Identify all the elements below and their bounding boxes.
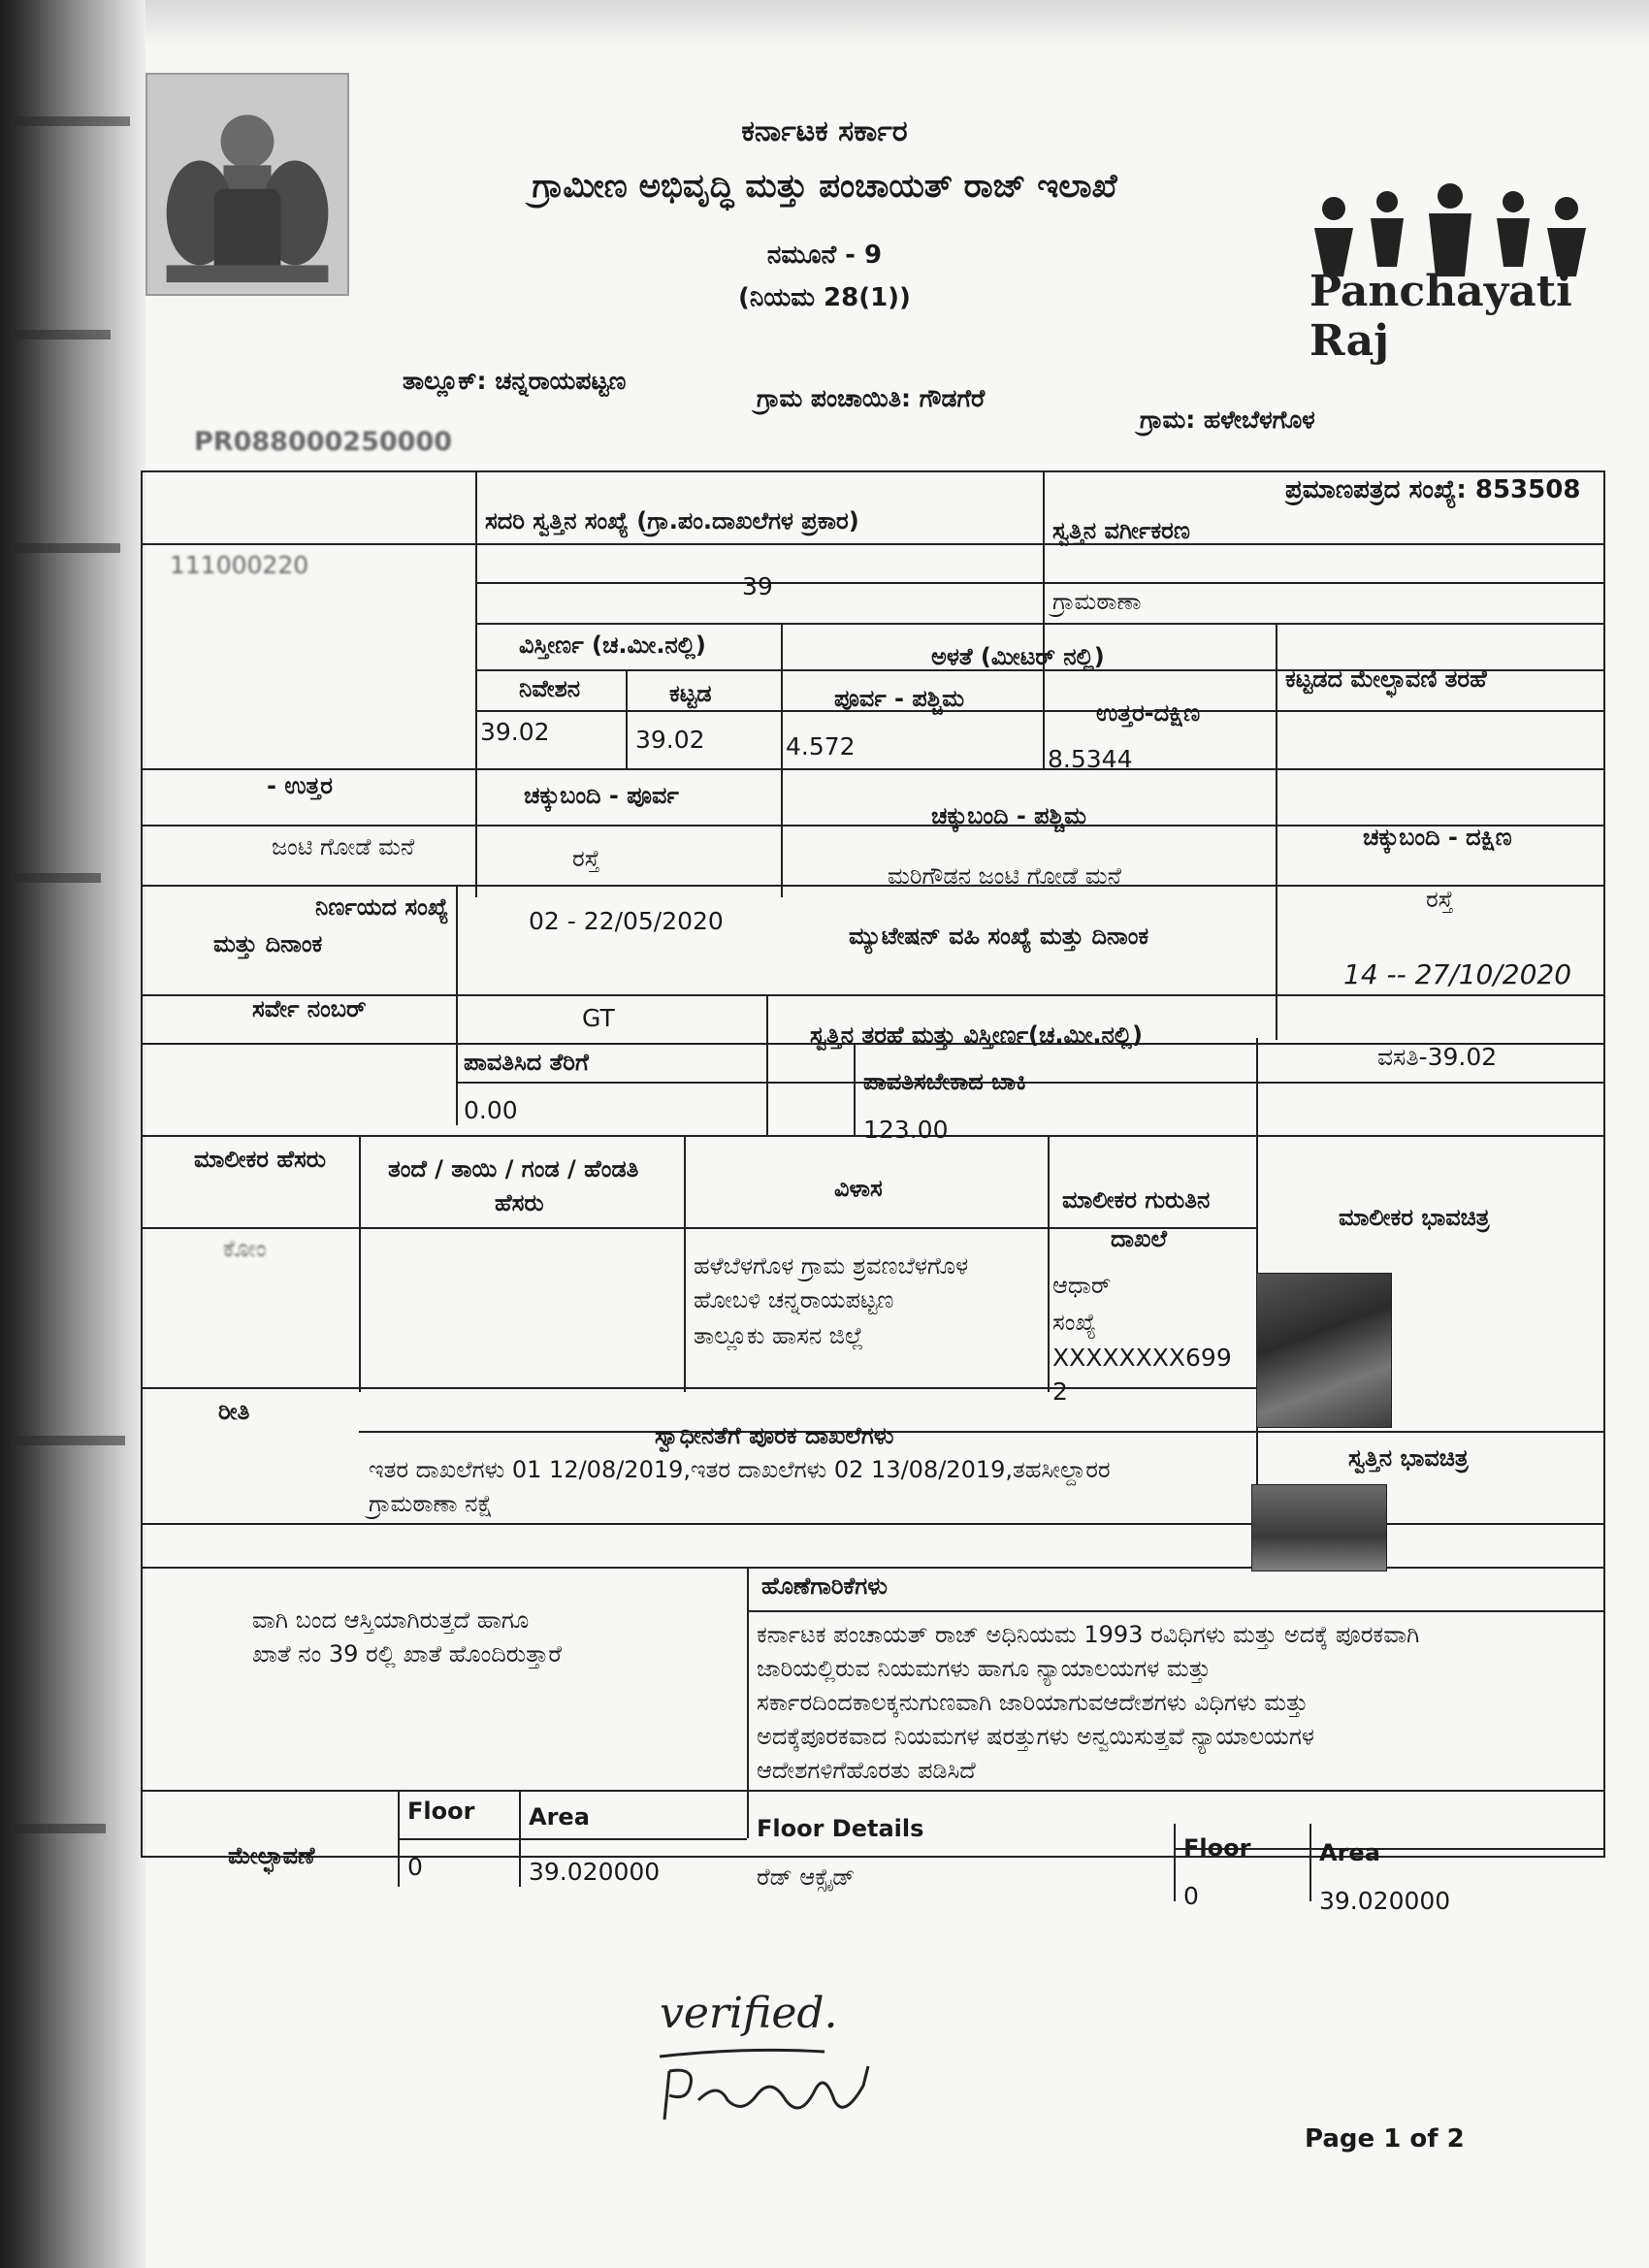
liability-line-1: ಕರ್ನಾಟಕ ಪಂಚಾಯತ್ ರಾಜ್ ಅಧಿನಿಯಮ 1993 ರವಿಧಿಗಳು ಮತ್ತು ಅದಕ್ಕೆ ಪೂರಕವಾಗಿ [757, 1621, 1420, 1648]
liability-line-5: ಆದೇಶಗಳಿಗೆಹೊರತು ಪಡಿಸಿದೆ [757, 1757, 976, 1784]
floor-detail-value: ರೆಡ್ ಆಕ್ಸೈಡ್ [757, 1863, 856, 1891]
col-divider [766, 994, 768, 1135]
west-boundary-label: ಚಕ್ಕುಬಂದಿ - ಪಶ್ಚಿಮ [931, 802, 1086, 829]
bleed-through-text [14, 116, 130, 126]
row-divider [141, 1227, 1256, 1229]
row-divider [141, 1387, 1256, 1389]
col-divider [747, 1567, 749, 1838]
certificate-number: ಪ್ರಮಾಣಪತ್ರದ ಸಂಖ್ಯೆ: 853508 [1285, 475, 1581, 504]
property-type-area-value: ವಸತಿ-39.02 [1377, 1043, 1498, 1071]
north-south-value: 8.5344 [1048, 745, 1133, 773]
floor-value-2: 0 [1183, 1882, 1199, 1910]
address-line-3: ತಾಲ್ಲೂಕು ಹಾಸನ ಜಿಲ್ಲೆ [694, 1322, 864, 1349]
col-divider [1048, 1135, 1050, 1392]
classification-label: ಸ್ವತ್ತಿನ ವರ್ಗೀಕರಣ [1052, 517, 1190, 544]
resolution-label: ನಿರ್ಣಯದ ಸಂಖ್ಯೆ [315, 893, 449, 921]
page-top-edge [136, 0, 1649, 49]
owner-name-value: ಕೋಂ [223, 1235, 267, 1262]
area-header-2: Area [1319, 1839, 1380, 1866]
col-divider [1043, 470, 1045, 768]
row-divider [141, 885, 1605, 887]
remark-line-2: ಖಾತೆ ನಂ 39 ರಲ್ಲಿ ಖಾತೆ ಹೊಂದಿರುತ್ತಾರೆ [252, 1640, 563, 1668]
handwritten-signature [630, 1979, 941, 2134]
east-west-value: 4.572 [786, 732, 856, 761]
measurement-header: ಅಳತೆ (ಮೀಟರ್ ನಲ್ಲಿ) [931, 643, 1105, 670]
relation-label: ತಂದೆ / ತಾಯಿ / ಗಂಡ / ಹೆಂಡತಿ [388, 1155, 639, 1183]
due-amount-label: ಪಾವತಿಸಬೇಕಾದ ಬಾಕಿ [863, 1068, 1027, 1095]
panchayati-raj-text: Panchayati Raj [1310, 267, 1572, 366]
liability-line-3: ಸರ್ಕಾರದಿಂದಕಾಲಕ್ಕನುಗುಣವಾಗಿ ಜಾರಿಯಾಗುವಆದೇಶಗಳು ವಿಧಿಗಳು ಮತ್ತು [757, 1689, 1309, 1716]
col-divider [519, 1790, 521, 1887]
paid-tax-value: 0.00 [464, 1096, 518, 1124]
survey-number-value: GT [582, 1004, 615, 1032]
building-area-value: 39.02 [635, 726, 705, 754]
row-divider [141, 1790, 1605, 1792]
supporting-docs-line-1: ಇತರ ದಾಖಲೆಗಳು 01 12/08/2019,ಇತರ ದಾಖಲೆಗಳು 02 13/08/2019,ತಹಸೀಲ್ದಾರರ [369, 1456, 1111, 1483]
row-divider [456, 1082, 1605, 1084]
row-divider [359, 1431, 1605, 1433]
south-boundary-label: ಚಕ್ಕುಬಂದಿ - ದಕ್ಷಿಣ [1363, 824, 1512, 851]
col-divider [1256, 1038, 1258, 1135]
north-boundary-value: ಜಂಟಿ ಗೋಡೆ ಮನೆ [272, 833, 415, 860]
row-divider [747, 1610, 1605, 1612]
bleed-through-text [14, 543, 120, 553]
property-photo-label: ಸ್ವತ್ತಿನ ಭಾವಚಿತ್ರ [1348, 1444, 1469, 1472]
row-divider [1038, 582, 1605, 584]
building-label: ಕಟ್ಟಡ [669, 680, 712, 707]
property-number-label: ಸದರಿ ಸ್ವತ್ತಿನ ಸಂಖ್ಯೆ (ಗ್ರಾ.ಪಂ.ದಾಖಲೆಗಳ ಪ್ರಕಾರ) [485, 507, 859, 535]
row-divider [141, 543, 1605, 545]
owner-id-line-1: ಆಧಾರ್ [1052, 1272, 1112, 1299]
liabilities-label: ಹೊಣೆಗಾರಿಕೆಗಳು [761, 1572, 888, 1600]
roof-type-label: ಕಟ್ಟಡದ ಮೇಲ್ಛಾವಣಿ ತರಹೆ [1285, 665, 1487, 693]
south-boundary-value: ರಸ್ತೆ [1426, 886, 1454, 913]
east-boundary-value: ರಸ್ತೆ [572, 845, 600, 872]
remark-line-1: ವಾಗಿ ಬಂದ ಆಸ್ತಿಯಾಗಿರುತ್ತದೆ ಹಾಗೂ [252, 1606, 530, 1634]
government-title: ಕರ್ನಾಟಕ ಸರ್ಕಾರ [741, 114, 908, 148]
liability-line-4: ಅದಕ್ಕೆಪೂರಕವಾದ ನಿಯಮಗಳ ಷರತ್ತುಗಳು ಅನ್ವಯಿಸುತ್ತವೆ ನ್ಯಾಯಾಲಯಗಳ [757, 1723, 1314, 1750]
col-divider [1174, 1824, 1176, 1901]
owner-id-line-2: ಸಂಖ್ಯೆ [1052, 1309, 1097, 1336]
address-label: ವಿಳಾಸ [834, 1175, 883, 1202]
col-divider [456, 885, 458, 1125]
col-divider [475, 470, 477, 897]
property-number-value: 39 [742, 572, 773, 600]
east-west-label: ಪೂರ್ವ - ಪಶ್ಚಿಮ [834, 685, 965, 712]
owner-id-label-doc: ದಾಖಲೆ [1111, 1225, 1167, 1252]
site-label: ನಿವೇಶನ [519, 675, 581, 702]
west-boundary-value: ಮರಿಗೌಡನ ಜಂಟಿ ಗೋಡೆ ಮನೆ [888, 862, 1121, 890]
floor-details-header: Floor Details [757, 1815, 924, 1842]
department-title: ಗ್ರಾಮೀಣ ಅಭಿವೃದ್ಧಿ ಮತ್ತು ಪಂಚಾಯತ್ ರಾಜ್ ಇಲಾಖೆ [532, 167, 1117, 206]
form-number: ನಮೂನೆ - 9 [766, 241, 883, 270]
bleed-through-text [14, 1436, 125, 1445]
row-divider [475, 710, 1605, 712]
gram-panchayat-field: ಗ್ರಾಮ ಪಂಚಾಯಿತಿ: ಗೌಡಗೆರೆ [757, 384, 986, 412]
village-field: ಗ್ರಾಮ: ಹಳೇಬೆಳಗೊಳ [1140, 405, 1315, 434]
col-divider [684, 1135, 686, 1392]
area-header: ವಿಸ್ತೀರ್ಣ (ಚ.ಮೀ.ನಲ್ಲಿ) [519, 632, 706, 659]
classification-value: ಗ್ರಾಮಠಾಣಾ [1052, 588, 1142, 615]
rule-number: (ನಿಯಮ 28(1)) [738, 283, 911, 312]
address-line-2: ಹೋಬಳಿ ಚನ್ನರಾಯಪಟ್ಟಣ [694, 1286, 894, 1313]
bleed-through-text [14, 1824, 106, 1833]
mutation-label: ಮ್ಯುಟೇಷನ್ ವಹಿ ಸಂಖ್ಯೆ ಮತ್ತು ದಿನಾಂಕ [849, 923, 1149, 950]
paid-tax-label: ಪಾವತಿಸಿದ ತೆರಿಗೆ [464, 1049, 589, 1076]
floor-header-2: Floor [1183, 1834, 1251, 1862]
row-divider [475, 623, 1605, 625]
liability-line-2: ಜಾರಿಯಲ್ಲಿರುವ ನಿಯಮಗಳು ಹಾಗೂ ನ್ಯಾಯಾಲಯಗಳ ಮತ್ತು [757, 1655, 1212, 1682]
col-divider [359, 1135, 361, 1392]
page-number: Page 1 of 2 [1305, 2124, 1465, 2154]
signature-verified-text: verified. [660, 1989, 838, 2038]
area-value-2: 39.020000 [1319, 1887, 1451, 1915]
taluk-field: ತಾಲ್ಲೂಕ್: ಚನ್ನರಾಯಪಟ್ಟಣ [403, 367, 627, 395]
supporting-docs-label: ಸ್ವಾಧೀನತೆಗೆ ಪೂರಕ ದಾಖಲೆಗಳು [655, 1422, 894, 1449]
due-amount-value: 123.00 [863, 1116, 949, 1144]
col-divider [1310, 1824, 1311, 1901]
owner-id-line-4: 2 [1052, 1377, 1068, 1406]
area-value: 39.020000 [529, 1858, 661, 1886]
area-header-en: Area [529, 1803, 590, 1831]
resolution-label-date: ಮತ್ತು ದಿನಾಂಕ [213, 930, 323, 957]
supporting-docs-line-2: ಗ್ರಾಮಠಾಣಾ ನಕ್ಷೆ [369, 1490, 493, 1517]
bleed-through-text [14, 873, 101, 883]
owner-photo [1256, 1273, 1392, 1428]
col-divider [854, 1043, 856, 1135]
floor-value: 0 [407, 1853, 423, 1881]
owner-id-line-3: XXXXXXXX699 [1052, 1344, 1232, 1372]
col-divider [626, 669, 628, 768]
row-divider [398, 1838, 747, 1840]
roof-row-label: ಮೇಲ್ಛಾವಣೆ [228, 1842, 315, 1869]
col-divider [1276, 623, 1277, 1040]
binding-shadow [0, 0, 146, 2268]
record-code: 111000220 [170, 551, 309, 579]
property-id: PR088000250000 [194, 427, 453, 457]
north-boundary-label: - ಉತ್ತರ [267, 772, 333, 799]
east-boundary-label: ಚಕ್ಕುಬಂದಿ - ಪೂರ್ವ [524, 782, 679, 809]
address-line-1: ಹಳೆಬೆಳಗೊಳ ಗ್ರಾಮ ಶ್ರವಣಬೆಳಗೊಳ [694, 1252, 969, 1280]
col-divider [781, 623, 783, 897]
site-area-value: 39.02 [480, 718, 550, 746]
property-photo [1251, 1484, 1387, 1571]
mutation-value: 14 -- 27/10/2020 [1343, 958, 1572, 990]
owner-id-label: ಮಾಲೀಕರ ಗುರುತಿನ [1062, 1186, 1211, 1214]
property-type-area-label: ಸ್ವತ್ತಿನ ತರಹೆ ಮತ್ತು ವಿಸ್ತೀರ್ಣ(ಚ.ಮೀ.ನಲ್ಲಿ) [810, 1021, 1143, 1049]
floor-header: Floor [407, 1798, 475, 1825]
owner-photo-label: ಮಾಲೀಕರ ಭಾವಚಿತ್ರ [1339, 1204, 1490, 1231]
survey-number-label: ಸರ್ವೇ ನಂಬರ್ [252, 995, 367, 1022]
bleed-through-text [14, 330, 111, 340]
col-divider [398, 1790, 400, 1887]
resolution-value: 02 - 22/05/2020 [529, 907, 724, 935]
acquisition-method-label: ರೀತಿ [218, 1398, 250, 1425]
north-south-label: ಉತ್ತರ-ದಕ್ಷಿಣ [1096, 699, 1201, 727]
row-divider [141, 768, 1605, 770]
owner-name-label: ಮಾಲೀಕರ ಹೆಸರು [194, 1146, 327, 1173]
relation-label-name: ಹೆಸರು [495, 1189, 544, 1216]
